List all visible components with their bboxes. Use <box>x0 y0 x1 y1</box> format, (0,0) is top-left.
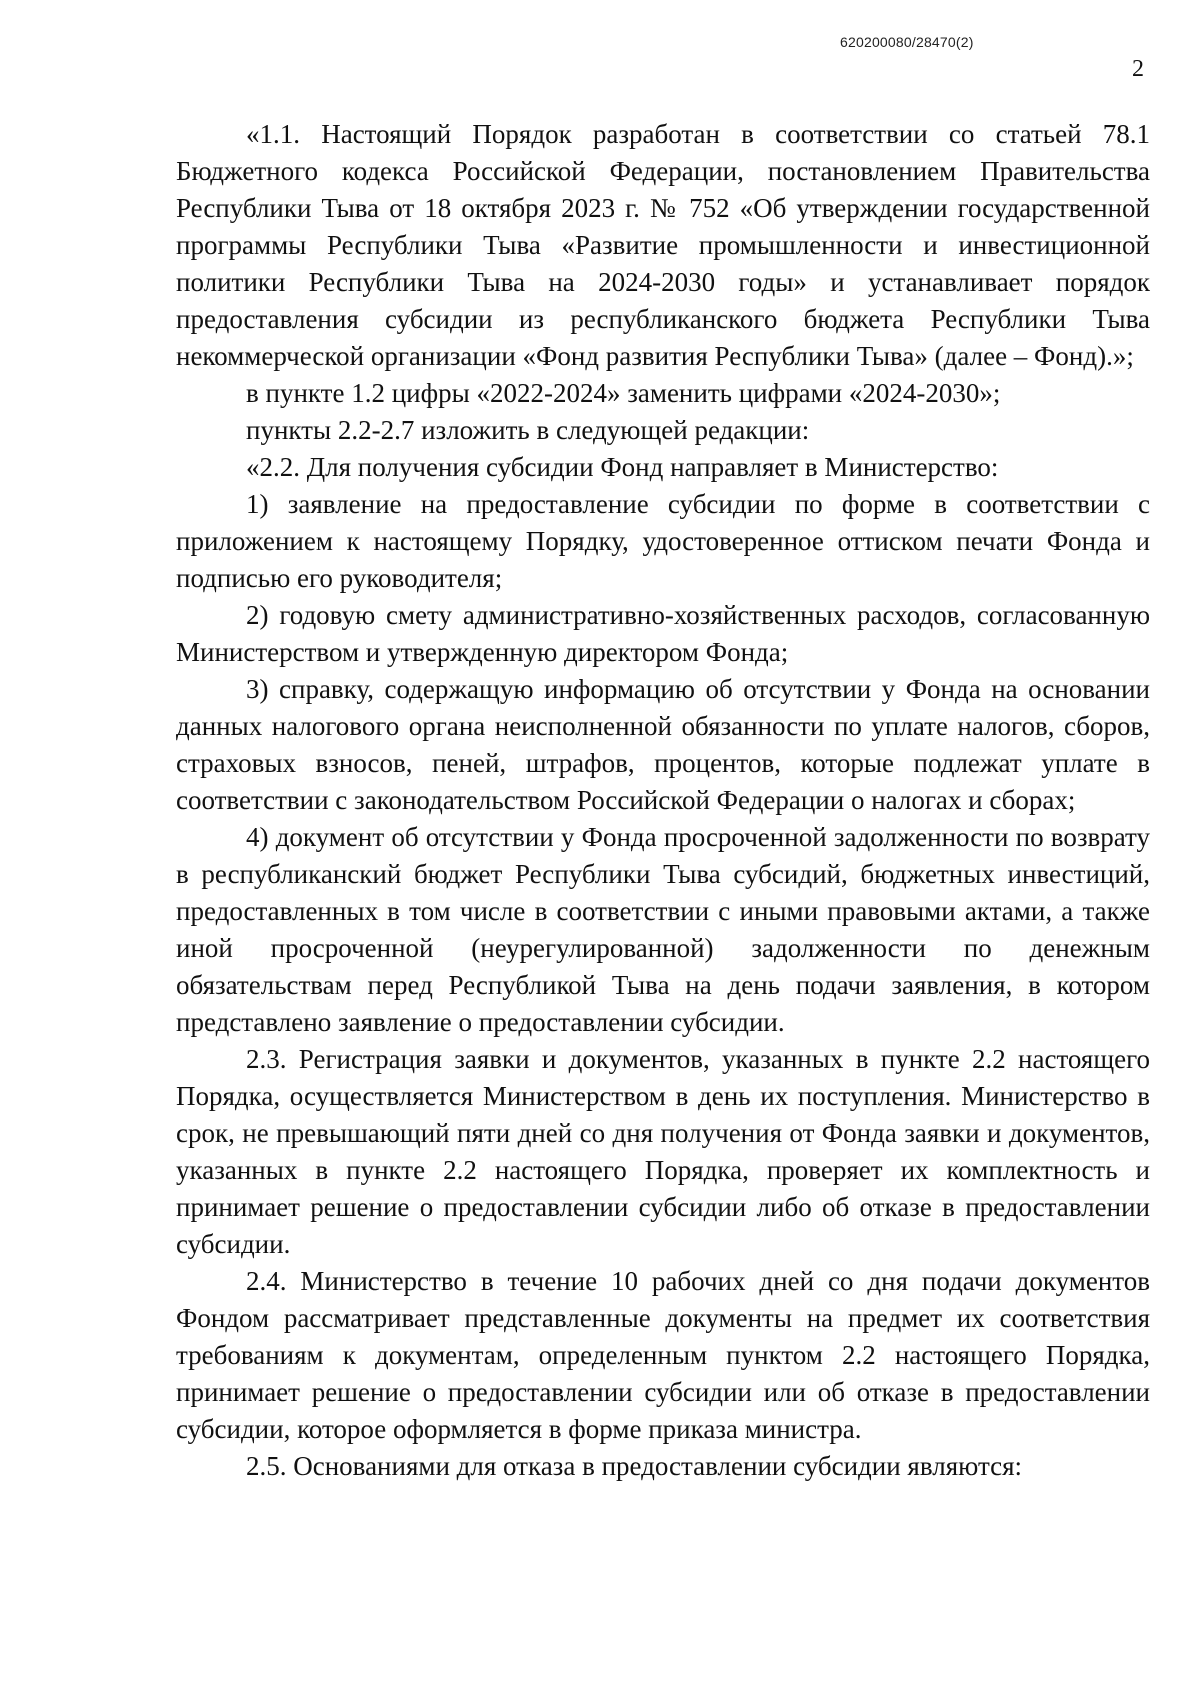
paragraph-2-2-item-1: 1) заявление на предоставление субсидии по форме в соответствии с приложением к настоящему Порядку, удостоверенное оттиском печати Фонда и подписью его руководителя; <box>176 489 1150 593</box>
paragraph-2-3: 2.3. Регистрация заявки и документов, указанных в пункте 2.2 настоящего Порядка, осуществляется Министерством в день их поступления. Министерство в срок, не превышающий пяти дней со дня получения от Фонда заявки и документов, указанных в пункте 2.2 настоящего Порядка, проверяет их комплектность и принимает решение о предоставлении субсидии либо об отказе в предоставлении субсидии. <box>176 1044 1150 1259</box>
paragraph-2-2-item-4: 4) документ об отсутствии у Фонда просроченной задолженности по возврату в республиканский бюджет Республики Тыва субсидий, бюджетных инвестиций, предоставленных в том числе в соответствии с иными правовыми актами, а также иной просроченной (неурегулированной) задолженности по денежным обязательствам перед Республикой Тыва на день подачи заявления, в котором представлено заявление о предоставлении субсидии. <box>176 822 1150 1037</box>
paragraph-2-2-item-2: 2) годовую смету административно-хозяйственных расходов, согласованную Министерством и утвержденную директором Фонда; <box>176 600 1150 667</box>
paragraph-1-1: «1.1. Настоящий Порядок разработан в соответствии со статьей 78.1 Бюджетного кодекса Российской Федерации, постановлением Правительства Республики Тыва от 18 октября 2023 г. № 752 «Об утверждении государственной программы Республики Тыва «Развитие промышленности и инвестиционной политики Республики Тыва на 2024-2030 годы» и устанавливает порядок предоставления субсидии из республиканского бюджета Республики Тыва некоммерческой организации «Фонд развития Республики Тыва» (далее – Фонд).»; <box>176 119 1150 371</box>
page-number: 2 <box>1132 56 1144 82</box>
paragraph-2-4: 2.4. Министерство в течение 10 рабочих дней со дня подачи документов Фондом рассматривает представленные документы на предмет их соответствия требованиям к документам, определенным пунктом 2.2 настоящего Порядка, принимает решение о предоставлении субсидии или об отказе в предоставлении субсидии, которое оформляется в форме приказа министра. <box>176 1266 1150 1444</box>
document-registration-number: 620200080/28470(2) <box>840 34 974 50</box>
paragraph-2-2: «2.2. Для получения субсидии Фонд направляет в Министерство: <box>246 452 999 482</box>
document-body <box>176 116 1150 1485</box>
paragraph-amend-2-2-2-7: пункты 2.2-2.7 изложить в следующей редакции: <box>246 415 810 445</box>
paragraph-2-5: 2.5. Основаниями для отказа в предоставлении субсидии являются: <box>246 1451 1022 1481</box>
paragraph-2-2-item-3: 3) справку, содержащую информацию об отсутствии у Фонда на основании данных налогового органа неисполненной обязанности по уплате налогов, сборов, страховых взносов, пеней, штрафов, процентов, которые подлежат уплате в соответствии с законодательством Российской Федерации о налогах и сборах; <box>176 674 1150 815</box>
paragraph-amend-1-2: в пункте 1.2 цифры «2022-2024» заменить цифрами «2024-2030»; <box>246 378 1001 408</box>
